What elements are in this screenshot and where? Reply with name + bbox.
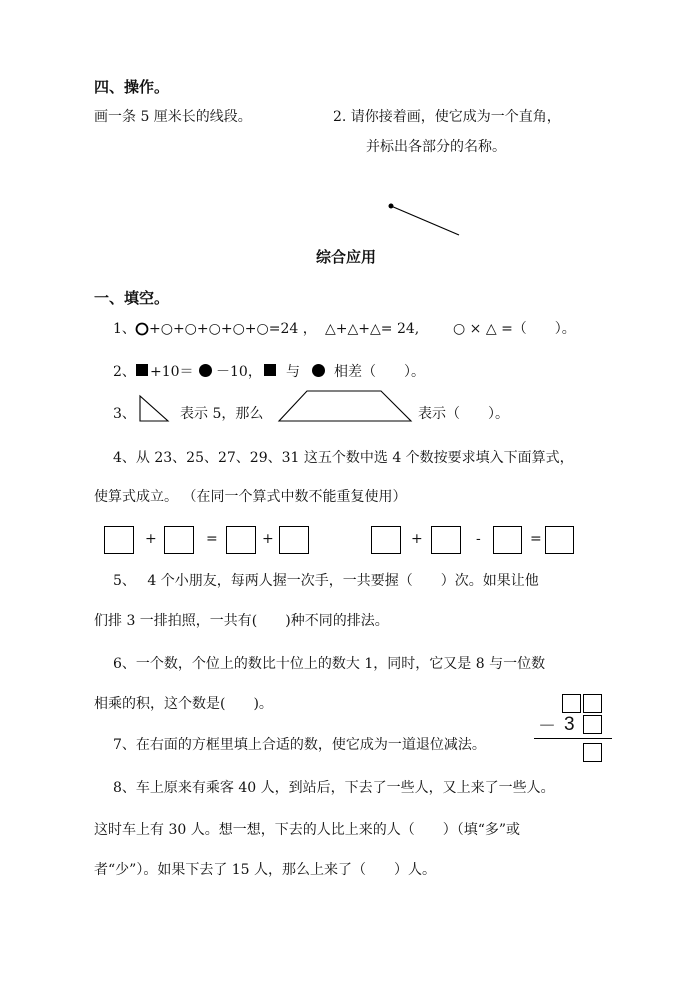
q6-line-2: 相乘的积，这个数是( )。 [94, 696, 273, 712]
q4-line-2: 使算式成立。 （在同一个算式中数不能重复使用） [94, 489, 407, 505]
filled-circle-icon [199, 364, 212, 377]
fill-heading: 一、填空。 [94, 289, 170, 307]
operation-heading: 四、操作。 [94, 78, 170, 96]
q4-answer-box-7[interactable] [493, 526, 522, 554]
q7-tens-box-top[interactable] [562, 694, 581, 713]
q4-equals-2: = [530, 531, 542, 547]
q4-answer-box-5[interactable] [371, 526, 401, 554]
filled-square-icon-2 [264, 364, 276, 376]
q4-answer-box-1[interactable] [104, 526, 134, 554]
filled-square-icon [136, 364, 148, 376]
q4-answer-box-4[interactable] [279, 526, 309, 554]
q4-answer-box-2[interactable] [164, 526, 194, 554]
right-triangle-icon [138, 394, 170, 424]
q4-answer-box-8[interactable] [545, 526, 574, 554]
q8-line-2: 这时车上有 30 人。想一想，下去的人比上来的人（ ）（填“多”或 [94, 822, 521, 838]
trapezoid-icon [277, 389, 413, 423]
circle-icon [135, 322, 149, 336]
q2-prefix: 2、 [113, 364, 136, 380]
q7-digit-three: 3 [564, 714, 575, 735]
q3-prefix: 3、 [113, 406, 136, 422]
q4-equals-1: = [206, 531, 218, 547]
q7-minus-sign: － [538, 716, 556, 737]
q4-answer-box-6[interactable] [431, 526, 461, 554]
q5-line-1: 5、 4 个小朋友，每两人握一次手，一共要握（ ）次。如果让他 [113, 573, 539, 589]
operation-task-2-line-2: 并标出各部分的名称。 [366, 139, 506, 155]
operation-task-1: 画一条 5 厘米长的线段。 [94, 109, 252, 125]
q7-ones-box-top[interactable] [583, 694, 602, 713]
q7-ones-box-result[interactable] [583, 743, 602, 762]
q2-part-2: －10， [216, 364, 262, 380]
filled-circle-icon-2 [312, 364, 325, 377]
q2-part-1: +10＝ [150, 364, 194, 380]
q1-product: ○ × △ =（ ）。 [453, 321, 576, 337]
q4-plus-1: + [145, 531, 157, 547]
q8-line-3: 者“少”）。如果下去了 15 人，那么上来了（ ）人。 [94, 862, 437, 878]
q4-answer-box-3[interactable] [226, 526, 256, 554]
q7-result-line [534, 738, 612, 739]
q3-middle-text: 表示 5，那么 [180, 406, 264, 422]
q8-line-1: 8、车上原来有乘客 40 人，到站后，下去了一些人，又上来了一些人。 [113, 780, 555, 796]
q4-minus: - [476, 531, 481, 547]
q1-prefix: 1、 [113, 321, 136, 337]
q2-part-3: 与 [286, 364, 300, 380]
q4-plus-3: + [411, 531, 423, 547]
operation-task-2-line-1: 2. 请你接着画，使它成为一个直角， [333, 109, 561, 125]
q1-circle-expression: +○+○+○+○+○=24 ， [149, 321, 317, 337]
q3-end-text: 表示（ ）。 [418, 406, 509, 422]
angle-ray-drawing [385, 200, 465, 240]
q4-plus-2: + [262, 531, 274, 547]
q2-part-4: 相差（ ）。 [334, 364, 425, 380]
q6-line-1: 6、一个数，个位上的数比十位上的数大 1，同时，它又是 8 与一位数 [113, 656, 546, 672]
q1-triangle-expression: △+△+△= 24, [325, 321, 420, 337]
q4-line-1: 4、从 23、25、27、29、31 这五个数中选 4 个数按要求填入下面算式， [113, 450, 574, 466]
q5-line-2: 们排 3 一排拍照，一共有( )种不同的排法。 [94, 613, 389, 629]
section-title: 综合应用 [316, 248, 377, 266]
q7-ones-box-middle[interactable] [583, 715, 602, 734]
q7-text: 7、在右面的方框里填上合适的数，使它成为一道退位减法。 [113, 737, 486, 753]
angle-ray-line [391, 206, 459, 235]
